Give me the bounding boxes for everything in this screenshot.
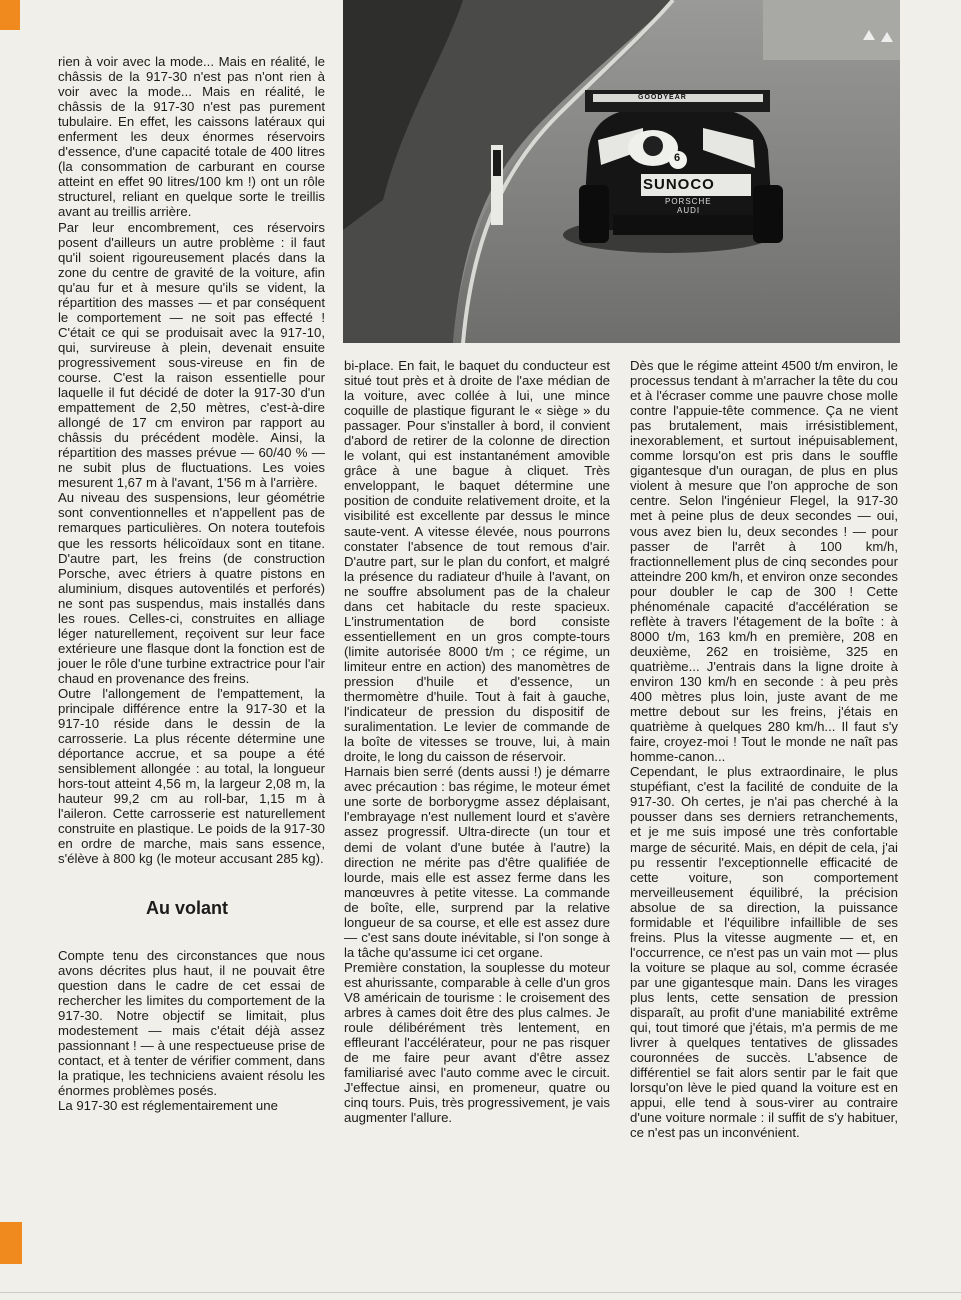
column-3 [630,358,898,1140]
paragraph: Dès que le régime atteint 4500 t/m environ, le processus tendant à m'arracher la tête du cou et à l'écraser comme une pauvre chose molle contre l'appuie-tête commence. Ça ne vient pas brutalement, mais irrésistiblement, inexorablement, et surtout inépuisablement, comme lorsqu'on est pris dans le souffle gigantesque d'un ouragan, de plus en plus violent à mesure que l'on approche de son centre. Selon l'ingénieur Flegel, la 917-30 met à peine plus de deux secondes — oui, vous avez bien lu, deux secondes ! — pour passer de l'arrêt à 100 km/h, fractionnellement plus de cinq secondes pour atteindre 200 km/h, et environ onze secondes pour doubler le cap de 300 ! Cette phénoménale capacité d'accélération se reflète à travers l'étagement de la boîte : à 8000 t/m, 163 km/h en première, 208 en deuxième, 262 en troisième, 325 en quatrième... J'entrais dans la ligne droite à environ 130 km/h en seconde : à peu près 400 mètres plus loin, juste avant de me mettre debout sur les freins, j'étais en quatrième à quelques 280 km/h... Il faut s'y faire, croyez-moi ! Tout le monde ne naît pas homme-canon... [630,358,898,765]
paragraph: Outre l'allongement de l'empattement, la principale différence entre la 917-30 et la 917-10 réside dans le dessin de la carrosserie. La plus récente détermine une déportance accrue, et sa poupe a été sensiblement allongée : au total, la longueur hors-tout atteint 4,56 m, la largeur 2,08 m, la hauteur 99,2 cm au roll-bar, 1,15 m à l'aileron. Cette carrosserie est naturellement construite en plastique. Le poids de la 917-30 en ordre de marche, mais sans essence, s'élève à 800 kg (le moteur accusant 285 kg). [58,685,325,867]
race-car-illustration [343,0,900,343]
section-heading: Au volant [146,897,229,918]
page-bottom-edge [0,1292,961,1293]
paragraph: bi-place. En fait, le baquet du conducteur est situé tout près et à droite de l'axe médian de la voiture, avec collée à lui, une mince coquille de plastique figurant le « siège » du passager. Pour s'installer à bord, il convient d'abord de retirer de la colonne de direction le volant, qui est instantanément amovible grâce à une bague à cliquet. Très enveloppant, le baquet détermine une position de conduite relativement droite, et la visibilité est excellente par dessus le mince saute-vent. A vitesse élevée, nous pourrons constater l'absence de tout remous d'air. D'autre part, sur le plan du confort, et malgré la présence du radiateur d'huile à l'avant, on ne souffre absolument pas de la chaleur dans cet habitacle du reste spacieux. L'instrumentation de bord consiste essentiellement en un gros compte-tours (limite autorisée 8000 t/m ; ce régime, un limiteur entre en action) des manomètres de pression d'huile et d'essence, un thermomètre d'huile. Tout à fait à gauche, l'indicateur de pression du dispositif de suralimentation. Le levier de commande de la boîte de vitesses se trouve, lui, à main droite, le long du caisson de réservoir. [344,358,610,765]
paragraph: Harnais bien serré (dents aussi !) je démarre avec précaution : bas régime, le moteur émet une sorte de borborygme assez déplaisant, l'embrayage n'est nullement lourd et s'avère assez progressif. Ultra-directe (un tour et demi de volant d'une butée à l'autre) la direction ne mérite pas d'être qualifiée de lourde, mais elle est assez ferme dans les manœuvres à petite vitesse. La commande de boîte, elle, surprend par la relative longueur de sa course, et elle est assez dure — c'est sans doute inévitable, si l'on songe à la tâche qu'assume ici cet organe. [344,764,610,960]
paragraph: Compte tenu des circonstances que nous avons décrites plus haut, il ne pouvait être question dans le cadre de cet essai de rechercher les limites du comportement de la 917-30. Notre objectif se limitait, plus modestement — mais c'était déjà assez passionnant ! — à une respectueuse prise de contact, et à tenter de vérifier comment, dans la pratique, les techniciens avaient résolu les énormes problèmes posés. [58,947,325,1098]
paragraph: Première constation, la souplesse du moteur est ahurissante, comparable à celle d'un gros V8 américain de tourisme : le croisement des arbres à cames doit être des plus calmes. Je roule délibérément très lentement, en effleurant l'accélérateur, pour ne pas risquer de me faire peur avant d'être assez familiarisé avec l'auto comme avec le circuit. J'effectue ainsi, en promeneur, quatre ou cinq tours. Puis, très progressivement, je vais augmenter l'allure. [344,959,610,1126]
column-2 [344,358,610,1125]
race-car-photo [343,0,900,343]
orange-page-tab-bottom [0,1222,22,1264]
paragraph: Cependant, le plus extraordinaire, le plus stupéfiant, c'est la facilité de conduite de la 917-30. Oh certes, je n'ai pas cherché à la pousser dans ses derniers retranchements, et je me suis imposé une très confortable marge de sécurité. Mais, en dépit de cela, j'ai pu ressentir l'exceptionnelle efficacité de cette voiture, son comportement merveilleusement équilibré, la précision absolue de sa direction, la puissance formidable et l'équilibre infaillible de ses freins. Plus la vitesse augmente — et, en l'occurrence, ce n'est pas un vain mot — plus la voiture se plaque au sol, comme écrasée par une gigantesque main. Dans les virages plus lents, cette sensation de pression disparaît, au profit d'une maniabilité extrême qui, tout timoré que j'étais, m'a permis de me livrer à quelques tentatives de glissades couronnées de succès. L'absence de différentiel se fait alors sentir par le fait que lorsqu'on lève le pied quand la voiture est en appui, elle tend à sous-virer au contraire d'une voiture normale : il suffit de s'y habituer, ce n'est pas un inconvénient. [630,764,898,1141]
livery-text-goodyear: GOODYEAR [638,94,687,101]
paragraph: Au niveau des suspensions, leur géométrie sont conventionnelles et n'appellent pas de remarques particulières. On notera toutefois que les ressorts hélicoïdaux sont en titane. D'autre part, les freins (de construction Porsche, avec étriers à quatre pistons en aluminium, disques autoventilés et perforés) ne sont pas suspendus, mais installés dans les roues. Celles-ci, construites en alliage léger naturellement, reçoivent sur leur face extérieure une flasque dont la fonction est de jouer le rôle d'une turbine extractrice pour l'air chaud en provenance des freins. [58,490,325,686]
paragraph: Par leur encombrement, ces réservoirs posent d'ailleurs un autre problème : il faut qu'il soient rigoureusement placés dans la zone du centre de gravité de la voiture, afin qu'au fur et à mesure qu'ils se vident, la répartition des masses — et par conséquent le comportement — ne soit pas effecté ! C'était ce qui se produisait avec la 917-10, qui, survireuse à plein, devenait ensuite progressivement sous-vireuse en fin de course. C'est la raison essentielle pour laquelle il fut décidé de doter la 917-30 d'un empattement de 2,50 mètres, c'est-à-dire allongé de 17 cm environ par rapport au châssis du précédent modèle. Ainsi, la répartition des masses prévue — 60/40 % — ne subit plus de fluctuations. Les voies mesurent 1,67 m à l'avant, 1'56 m à l'arrière. [58,219,325,491]
car-number: 6 [674,152,681,164]
livery-text-sunoco: SUNOCO [643,176,715,193]
paragraph: rien à voir avec la mode... Mais en réalité, le châssis de la 917-30 n'est pas n'ont rien à voir avec la mode... Mais en réalité, le châssis de la 917-30 n'est pas purement tubulaire. En effet, les caissons latéraux qui enferment les deux énormes réservoirs d'essence, d'une capacité totale de 400 litres (la consommation de carburant en course atteint en effet 90 litres/100 km !) ont un rôle structurel, reliant en quelque sorte le treillis avant au treillis arrière. [58,54,325,220]
livery-text-audi: AUDI [677,206,701,215]
column-1 [58,54,325,1113]
paragraph: La 917-30 est réglementairement une [58,1098,278,1114]
orange-page-tab-top [0,0,20,30]
livery-text-porsche: PORSCHE [665,197,712,206]
